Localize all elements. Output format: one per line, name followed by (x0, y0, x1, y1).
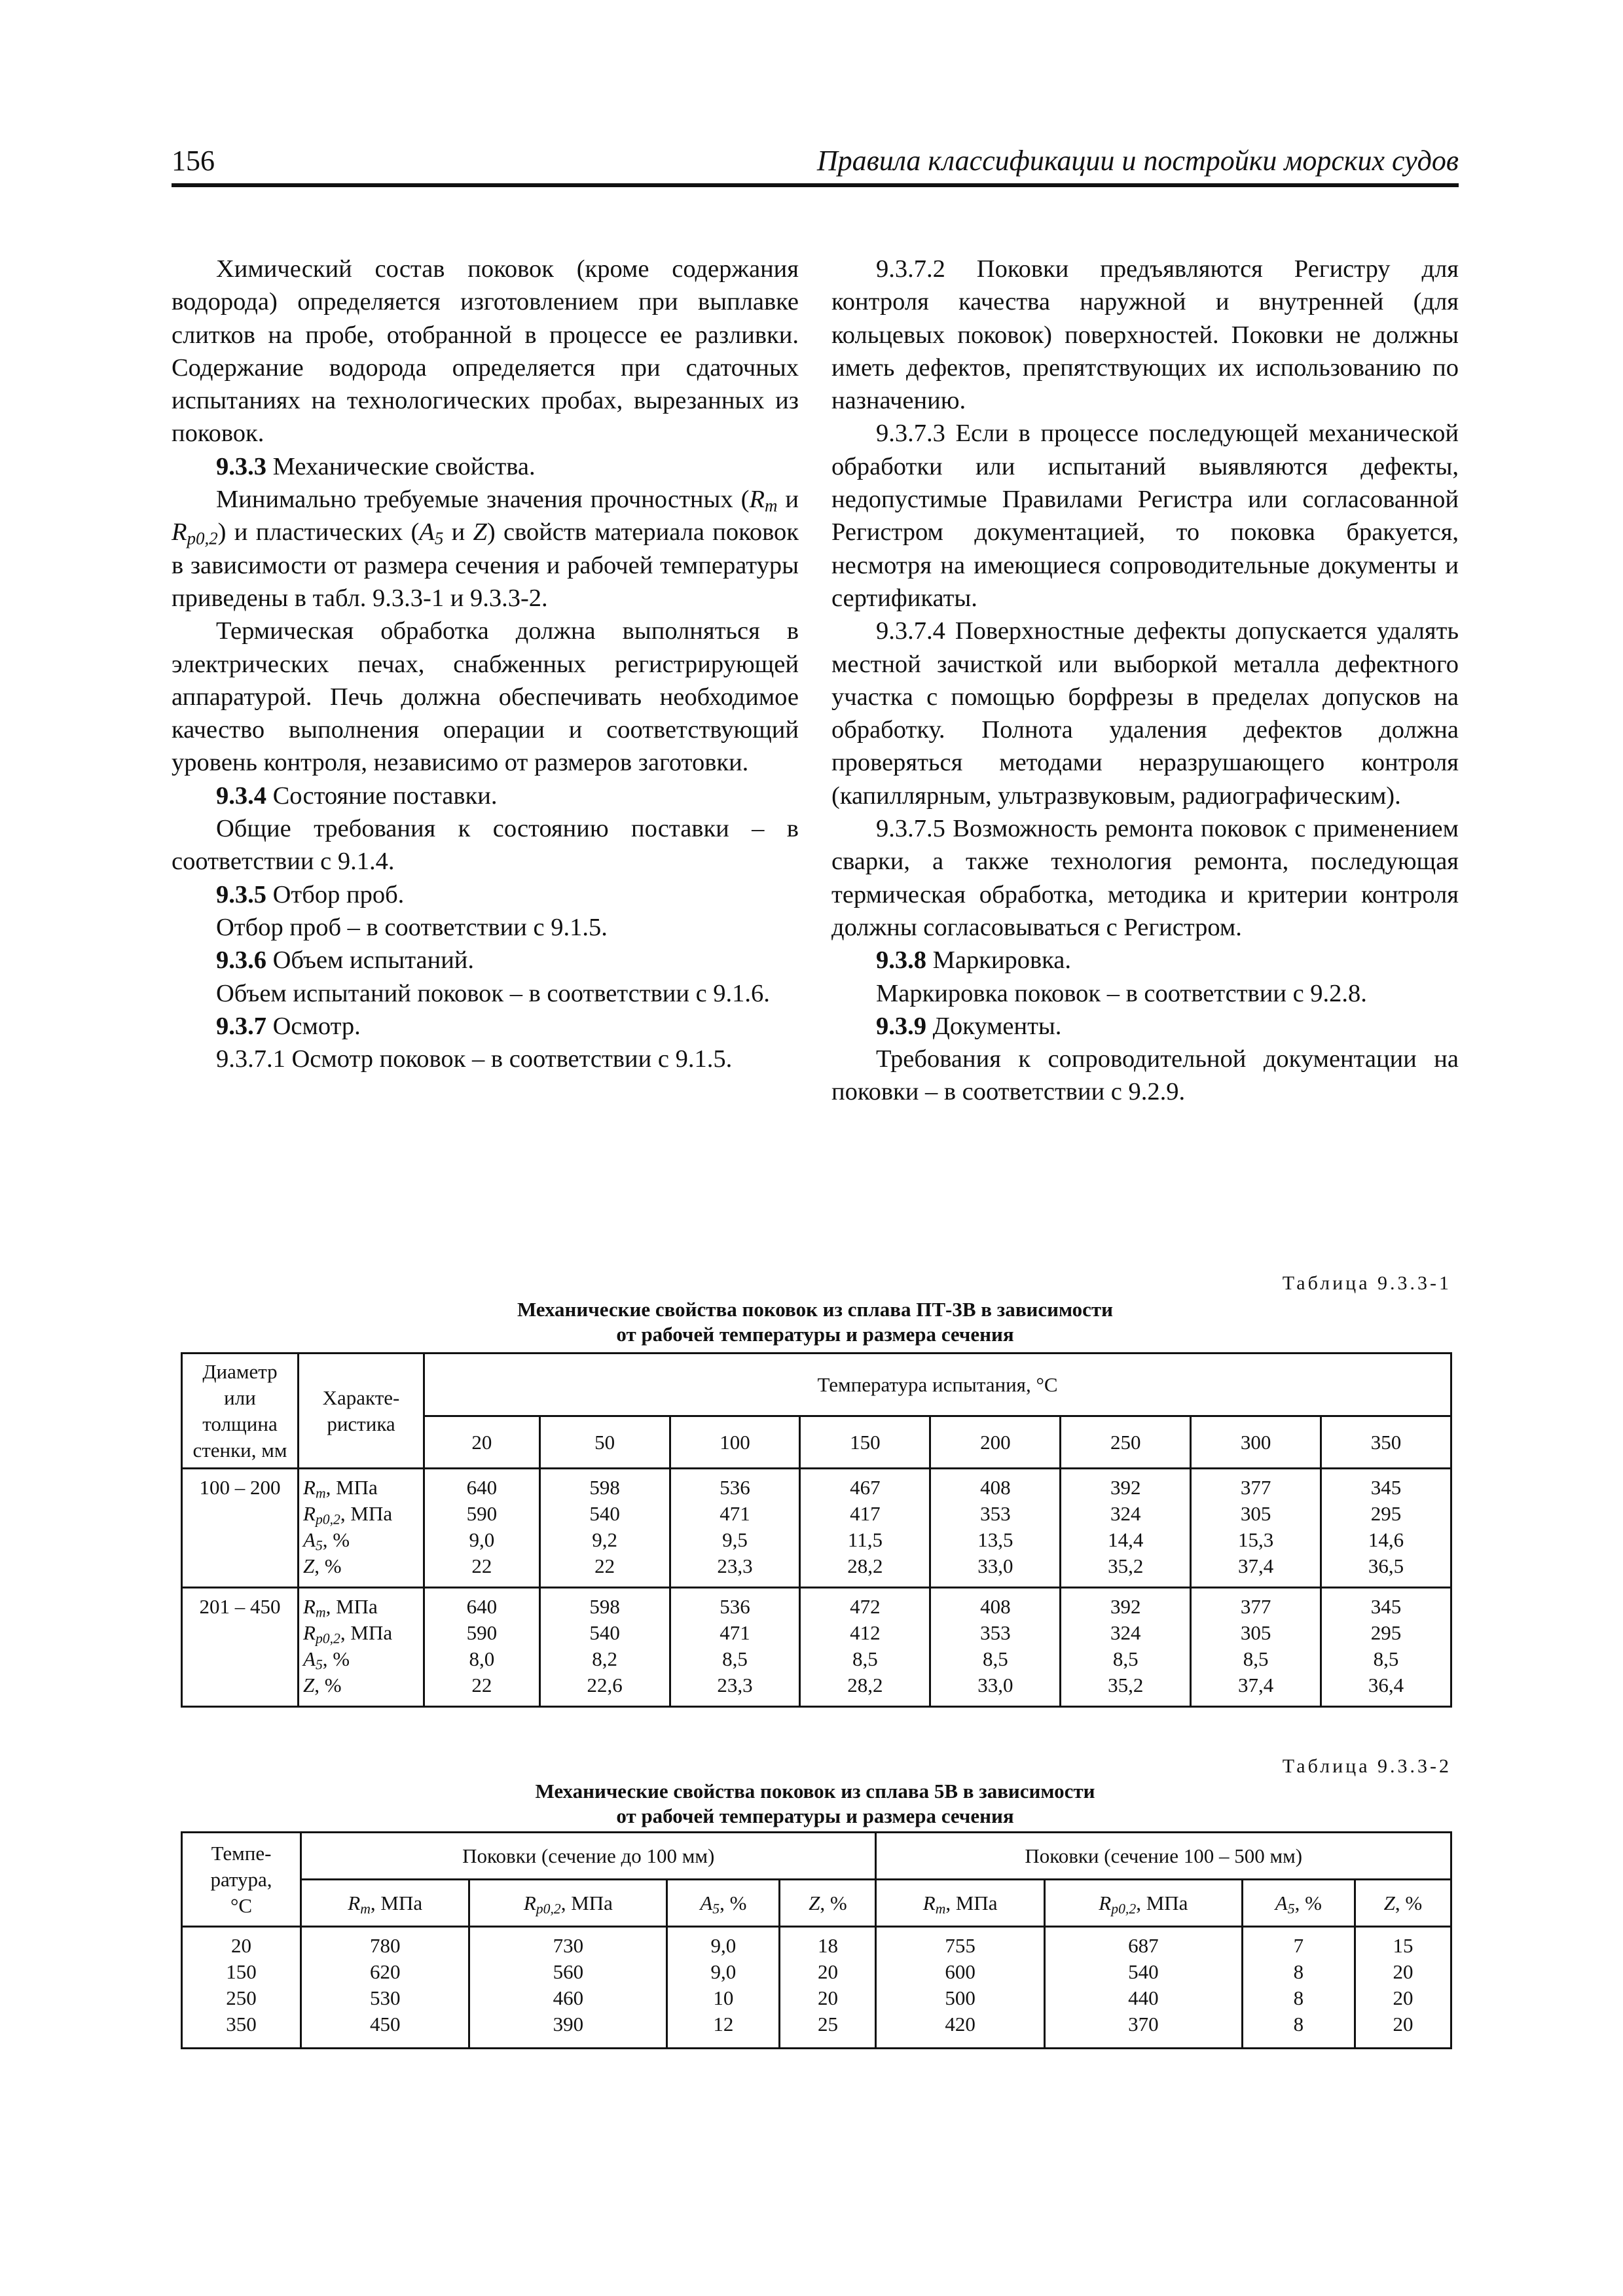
cell-value: 295 (1370, 1621, 1402, 1644)
table-row (182, 1469, 1451, 1588)
page-number: 156 (172, 145, 215, 177)
cell-value: 540 (589, 1621, 620, 1644)
section-title: Маркировка. (932, 946, 1072, 975)
section-number: 9.3.8 (876, 946, 926, 975)
right-column (831, 253, 1459, 1109)
column-header-temperature (182, 1833, 301, 1927)
cell-value: 471 (720, 1502, 750, 1525)
characteristic-label (348, 1892, 422, 1914)
column-header-characteristic (299, 1354, 424, 1469)
symbol-subscript: m (315, 1485, 326, 1501)
paragraph: 9.3.7.2 Поковки предъявляются Регистру для контроля качества наружной и внутренней (для кольцевых поковок) поверхностей. Поковки не должны иметь дефектов, препятствующих их использованию по назначению. (831, 255, 1459, 415)
characteristic-label (923, 1892, 998, 1914)
cell-value: 598 (589, 1476, 620, 1499)
cell-value: 8,5 (722, 1647, 748, 1670)
characteristic-line (303, 1672, 419, 1698)
unit: , МПа (325, 1476, 378, 1499)
unit: , % (720, 1891, 747, 1914)
cell-value: 390 (553, 2013, 584, 2036)
cell-value: 150 (226, 1960, 257, 1983)
header-line: стенки, мм (192, 1438, 287, 1462)
temperature-header: 50 (539, 1416, 670, 1469)
characteristics-cell (299, 1588, 424, 1707)
cell-value: 25 (817, 2013, 838, 2036)
symbol-subscript: p0,2 (536, 1900, 561, 1916)
cell-value: 35,2 (1108, 1674, 1144, 1696)
section-number: 9.3.6 (216, 946, 266, 975)
value-cell (301, 1927, 469, 2049)
cell-value: 590 (466, 1621, 498, 1644)
cell-value: 536 (720, 1595, 750, 1618)
section-title: Документы. (932, 1012, 1062, 1040)
cell-value: 590 (466, 1502, 498, 1525)
cell-value: 8,5 (982, 1647, 1008, 1670)
cell-value: 20 (1393, 1986, 1413, 2009)
header-line: °С (230, 1893, 253, 1917)
section-number: 9.3.3 (216, 452, 266, 480)
header-line: Темпе- (211, 1841, 272, 1865)
value-cell (1321, 1588, 1451, 1707)
table-body (182, 1927, 1451, 2049)
section-title: Механические свойства. (272, 452, 536, 480)
cell-value: 471 (720, 1621, 750, 1644)
table-body (182, 1469, 1451, 1707)
cell-value: 20 (231, 1934, 251, 1957)
cell-value: 14,6 (1368, 1528, 1404, 1551)
characteristic-label (303, 1621, 393, 1647)
value-cell (1321, 1469, 1451, 1588)
section-heading (831, 944, 1459, 977)
cell-value: 353 (980, 1502, 1011, 1525)
cell-value: 324 (1110, 1621, 1141, 1644)
symbol-a5: A (419, 518, 435, 547)
symbol-subscript: p0,2 (315, 1630, 340, 1647)
cell-value: 8 (1293, 1960, 1304, 1983)
value-cell (539, 1588, 670, 1707)
temperature-header: 20 (424, 1416, 540, 1469)
cell-value: 345 (1370, 1476, 1402, 1499)
cell-value: 8,5 (1243, 1647, 1269, 1670)
symbol-subscript: 5 (1287, 1900, 1295, 1916)
temperature-header: 100 (670, 1416, 800, 1469)
value-cell (800, 1588, 930, 1707)
temperature-header: 150 (800, 1416, 930, 1469)
property-header (1242, 1880, 1355, 1927)
text-fragment: ) свойств материала поковок в зависимости от размера сечения и рабочей температуры приведены в табл. 9.3.3-1 и 9.3.3-2. (172, 518, 799, 612)
cell-value: 9,0 (710, 1934, 737, 1957)
caption-line: Механические свойства поковок из сплава 5В в зависимости (535, 1780, 1095, 1803)
data-table-1 (181, 1352, 1452, 1708)
cell-value: 377 (1240, 1595, 1271, 1618)
section-number: 9.3.9 (876, 1012, 926, 1040)
text-fragment: Минимально требуемые значения прочностных ( (216, 486, 750, 514)
symbol-subscript: 5 (434, 529, 444, 549)
value-cell (1061, 1469, 1191, 1588)
cell-value: 540 (1128, 1960, 1159, 1983)
cell-value: 8,0 (469, 1647, 495, 1670)
section-title: Объем испытаний. (272, 946, 475, 975)
value-cell (424, 1588, 540, 1707)
symbol: Z (1383, 1891, 1395, 1914)
value-cell (1242, 1927, 1355, 2049)
running-title: Правила классификации и постройки морских судов (816, 145, 1459, 177)
cell-value: 324 (1110, 1502, 1141, 1525)
value-cell (667, 1927, 780, 2049)
cell-value: 23,3 (717, 1674, 753, 1696)
cell-value: 640 (466, 1476, 498, 1499)
cell-value: 412 (850, 1621, 881, 1644)
left-column (172, 253, 799, 1075)
symbol: R (303, 1476, 316, 1499)
caption-line: Механические свойства поковок из сплава ПТ-3В в зависимости (517, 1298, 1114, 1321)
symbol-subscript: p0,2 (187, 529, 218, 549)
symbol: A (303, 1647, 316, 1670)
table-row (182, 1927, 1451, 2049)
column-group-header: Поковки (сечение до 100 мм) (301, 1833, 876, 1880)
symbol-subscript: m (315, 1604, 326, 1621)
characteristic-line (303, 1501, 419, 1527)
temperature-cell (182, 1927, 301, 2049)
cell-value: 780 (369, 1934, 401, 1957)
symbol-subscript: 5 (315, 1657, 323, 1673)
symbol: R (523, 1891, 536, 1914)
symbol-subscript: p0,2 (315, 1511, 340, 1528)
cell-value: 377 (1240, 1476, 1271, 1499)
header-line: ратура, (210, 1867, 272, 1891)
paragraph: 9.3.7.5 Возможность ремонта поковок с применением сварки, а также технология ремонта, последующая термическая обработка, методика и критерии контроля должны согласовываться с Регистром. (831, 815, 1459, 941)
table-row (182, 1588, 1451, 1707)
cell-value: 11,5 (847, 1528, 883, 1551)
unit: , % (1294, 1891, 1322, 1914)
caption-line: от рабочей температуры и размера сечения (616, 1804, 1014, 1827)
cell-value: 417 (850, 1502, 881, 1525)
cell-value: 9,0 (710, 1960, 737, 1983)
table-caption (172, 1779, 1459, 1829)
cell-value: 18 (817, 1934, 838, 1957)
value-cell (539, 1469, 670, 1588)
characteristic-label (303, 1502, 393, 1528)
cell-value: 22 (471, 1554, 492, 1577)
paragraph: 9.3.7.1 Осмотр поковок – в соответствии с 9.1.5. (216, 1045, 733, 1073)
value-cell (780, 1927, 876, 2049)
characteristic-line (303, 1594, 419, 1620)
cell-value: 20 (1393, 1960, 1413, 1983)
cell-value: 37,4 (1238, 1554, 1274, 1577)
unit: , % (1395, 1891, 1423, 1914)
cell-value: 730 (553, 1934, 584, 1957)
section-heading (172, 1010, 799, 1043)
paragraph: Отбор проб – в соответствии с 9.1.5. (216, 913, 608, 941)
cell-value: 13,5 (977, 1528, 1013, 1551)
table-label: Таблица 9.3.3-1 (1282, 1272, 1451, 1294)
cell-value: 33,0 (977, 1554, 1013, 1577)
property-header (1044, 1880, 1242, 1927)
header-line: или (224, 1386, 256, 1409)
value-cell (930, 1469, 1061, 1588)
characteristic-label (303, 1647, 350, 1673)
section-heading (172, 944, 799, 977)
symbol-subscript: 5 (315, 1537, 323, 1554)
characteristic-label (303, 1476, 378, 1499)
cell-value: 687 (1128, 1934, 1159, 1957)
symbol: Z (303, 1674, 315, 1696)
unit: , МПа (370, 1891, 423, 1914)
unit: , % (820, 1891, 847, 1914)
unit: , % (322, 1647, 350, 1670)
property-header (469, 1880, 667, 1927)
cell-value: 8,5 (1112, 1647, 1139, 1670)
section-heading (172, 780, 799, 812)
paragraph: Маркировка поковок – в соответствии с 9.2.8. (876, 979, 1367, 1007)
column-header-diameter (182, 1354, 299, 1469)
cell-value: 408 (980, 1476, 1011, 1499)
cell-value: 8 (1293, 2013, 1304, 2036)
page-header (172, 140, 1459, 187)
cell-value: 14,4 (1108, 1528, 1144, 1551)
paragraph: Объем испытаний поковок – в соответствии с 9.1.6. (216, 979, 770, 1007)
cell-value: 540 (589, 1502, 620, 1525)
section-number: 9.3.5 (216, 880, 266, 908)
symbol-subscript: p0,2 (1111, 1900, 1137, 1916)
cell-value: 28,2 (847, 1554, 883, 1577)
property-header (780, 1880, 876, 1927)
cell-value: 530 (369, 1986, 401, 2009)
cell-value: 392 (1110, 1476, 1141, 1499)
cell-value: 408 (980, 1595, 1011, 1618)
symbol: A (1275, 1891, 1288, 1914)
value-cell (876, 1927, 1044, 2049)
cell-value: 37,4 (1238, 1674, 1274, 1696)
cell-value: 23,3 (717, 1554, 753, 1577)
cell-value: 22 (594, 1554, 615, 1577)
text-fragment: и (443, 518, 473, 547)
cell-value: 560 (553, 1960, 584, 1983)
cell-value: 36,4 (1368, 1674, 1404, 1696)
cell-value: 420 (945, 2013, 976, 2036)
cell-value: 392 (1110, 1595, 1141, 1618)
cell-value: 467 (850, 1476, 881, 1499)
symbol: A (700, 1891, 713, 1914)
unit: , МПа (325, 1595, 378, 1618)
characteristic-label (1275, 1892, 1322, 1914)
characteristic-label (700, 1892, 746, 1914)
cell-value: 8 (1293, 1986, 1304, 2009)
symbol-z: Z (473, 518, 487, 547)
cell-value: 8,5 (852, 1647, 878, 1670)
column-group-header: Поковки (сечение 100 – 500 мм) (876, 1833, 1451, 1880)
paragraph: Химический состав поковок (кроме содержания водорода) определяется изготовлением при выплавке слитков на пробе, отобранной в процессе ее разливки. Содержание водорода определяется при сдаточных испытаниях на технологических пробах, вырезанных из поковок. (172, 255, 799, 448)
section-title: Состояние поставки. (272, 781, 498, 810)
cell-value: 10 (713, 1986, 734, 2009)
table-caption (172, 1297, 1459, 1347)
characteristic-line (303, 1527, 419, 1553)
value-cell (930, 1588, 1061, 1707)
temperature-header: 300 (1191, 1416, 1321, 1469)
table-label: Таблица 9.3.3-2 (1282, 1755, 1451, 1777)
characteristic-line (303, 1475, 419, 1501)
symbol: R (348, 1891, 361, 1914)
cell-value: 598 (589, 1595, 620, 1618)
property-header (667, 1880, 780, 1927)
temperature-header: 250 (1061, 1416, 1191, 1469)
unit: , МПа (340, 1621, 393, 1644)
value-cell (1355, 1927, 1451, 2049)
cell-value: 460 (553, 1986, 584, 2009)
symbol-subscript: m (764, 495, 778, 516)
cell-value: 33,0 (977, 1674, 1013, 1696)
header-line: ристика (327, 1412, 395, 1435)
value-cell (670, 1469, 800, 1588)
cell-value: 370 (1128, 2013, 1159, 2036)
characteristic-label (1099, 1892, 1188, 1914)
cell-value: 20 (1393, 2013, 1413, 2036)
paragraph: 9.3.7.4 Поверхностные дефекты допускается удалять местной зачисткой или выборкой металла дефектного участка с помощью борфрезы в пределах допусков на обработку. Полнота удаления дефектов должна проверяться методами неразрушающего контроля (капиллярным, ультразвуковым, радиографическим). (831, 617, 1459, 810)
cell-value: 620 (369, 1960, 401, 1983)
section-heading (172, 878, 799, 911)
characteristic-line (303, 1620, 419, 1646)
value-cell (424, 1469, 540, 1588)
symbol: Z (809, 1891, 820, 1914)
characteristic-label (303, 1595, 378, 1621)
diameter-range: 201 – 450 (182, 1588, 299, 1707)
paragraph: Общие требования к состоянию поставки – в соответствии с 9.1.4. (172, 815, 799, 876)
symbol-subscript: m (935, 1900, 946, 1916)
paragraph: Требования к сопроводительной документации на поковки – в соответствии с 9.2.9. (831, 1045, 1459, 1106)
symbol: R (303, 1595, 316, 1618)
cell-value: 36,5 (1368, 1554, 1404, 1577)
subheader-row (182, 1880, 1451, 1927)
value-cell (1044, 1927, 1242, 2049)
text-fragment: ) и пластических ( (217, 518, 420, 547)
column-header-test-temperature: Температура испытания, °С (424, 1354, 1451, 1416)
value-cell (800, 1469, 930, 1588)
symbol-rp: R (172, 518, 187, 547)
value-cell (1191, 1469, 1321, 1588)
unit: , % (314, 1554, 342, 1577)
unit: , МПа (945, 1891, 998, 1914)
characteristic-label (1384, 1892, 1423, 1914)
cell-value: 600 (945, 1960, 976, 1983)
cell-value: 305 (1240, 1502, 1271, 1525)
section-number: 9.3.7 (216, 1012, 266, 1040)
cell-value: 755 (945, 1934, 976, 1957)
cell-value: 22 (471, 1674, 492, 1696)
diameter-range: 100 – 200 (182, 1469, 299, 1588)
symbol: R (1099, 1891, 1112, 1914)
unit: , МПа (1136, 1891, 1188, 1914)
header-line: Диаметр (202, 1359, 278, 1383)
cell-value: 353 (980, 1621, 1011, 1644)
cell-value: 536 (720, 1476, 750, 1499)
cell-value: 305 (1240, 1621, 1271, 1644)
cell-value: 8,5 (1373, 1647, 1399, 1670)
cell-value: 350 (226, 2013, 257, 2036)
cell-value: 8,2 (592, 1647, 617, 1670)
caption-line: от рабочей температуры и размера сечения (616, 1323, 1014, 1346)
symbol-subscript: 5 (712, 1900, 720, 1916)
symbol-rm: R (749, 486, 765, 514)
cell-value: 9,0 (469, 1528, 495, 1551)
cell-value: 15,3 (1238, 1528, 1274, 1551)
data-table-2 (181, 1831, 1452, 2049)
characteristic-line (303, 1553, 419, 1579)
cell-value: 9,2 (592, 1528, 617, 1551)
symbol: R (303, 1502, 316, 1525)
temperature-header: 350 (1321, 1416, 1451, 1469)
cell-value: 20 (817, 1986, 838, 2009)
symbol: A (303, 1528, 316, 1551)
property-header (301, 1880, 469, 1927)
characteristic-label (303, 1674, 342, 1696)
value-cell (469, 1927, 667, 2049)
property-header (876, 1880, 1044, 1927)
cell-value: 472 (850, 1595, 881, 1618)
value-cell (1061, 1588, 1191, 1707)
paragraph (172, 483, 799, 615)
cell-value: 250 (226, 1986, 257, 2009)
cell-value: 20 (817, 1960, 838, 1983)
section-title: Отбор проб. (272, 880, 405, 908)
symbol: R (303, 1621, 316, 1644)
unit: , % (314, 1674, 342, 1696)
cell-value: 12 (713, 2013, 734, 2036)
cell-value: 640 (466, 1595, 498, 1618)
value-cell (1191, 1588, 1321, 1707)
symbol: R (922, 1891, 936, 1914)
cell-value: 345 (1370, 1595, 1402, 1618)
paragraph: Термическая обработка должна выполняться в электрических печах, снабженных регистрирующей аппаратурой. Печь должна обеспечивать необходимое качество выполнения операции и соответствующий уровень контроля, независимо от размеров заготовки. (172, 617, 799, 777)
characteristic-label (303, 1528, 350, 1554)
text-fragment: и (777, 486, 799, 514)
cell-value: 500 (945, 1986, 976, 2009)
characteristic-label (524, 1892, 613, 1914)
value-cell (670, 1588, 800, 1707)
property-header (1355, 1880, 1451, 1927)
section-title: Осмотр. (272, 1012, 361, 1040)
cell-value: 7 (1293, 1934, 1304, 1957)
characteristic-line (303, 1646, 419, 1672)
characteristic-label (303, 1554, 342, 1577)
cell-value: 440 (1128, 1986, 1159, 2009)
cell-value: 9,5 (722, 1528, 748, 1551)
paragraph: 9.3.7.3 Если в процессе последующей механической обработки или испытаний выявляются дефекты, недопустимые Правилами Регистра или согласованной Регистром документацией, то поковка бракуется, несмотря на имеющиеся сопроводительные документы и сертификаты. (831, 420, 1459, 612)
symbol-subscript: m (360, 1900, 371, 1916)
cell-value: 15 (1393, 1934, 1413, 1957)
cell-value: 450 (369, 2013, 401, 2036)
unit: , % (322, 1528, 350, 1551)
section-heading (831, 1010, 1459, 1043)
unit: , МПа (340, 1502, 393, 1525)
cell-value: 22,6 (587, 1674, 623, 1696)
symbol: Z (303, 1554, 315, 1577)
characteristic-label (809, 1892, 847, 1914)
characteristics-cell (299, 1469, 424, 1588)
header-line: толщина (202, 1412, 278, 1435)
header-line: Характе- (322, 1386, 400, 1409)
cell-value: 35,2 (1108, 1554, 1144, 1577)
unit: , МПа (560, 1891, 613, 1914)
section-heading (172, 450, 799, 483)
section-number: 9.3.4 (216, 781, 266, 810)
cell-value: 28,2 (847, 1674, 883, 1696)
cell-value: 295 (1370, 1502, 1402, 1525)
temperature-header: 200 (930, 1416, 1061, 1469)
